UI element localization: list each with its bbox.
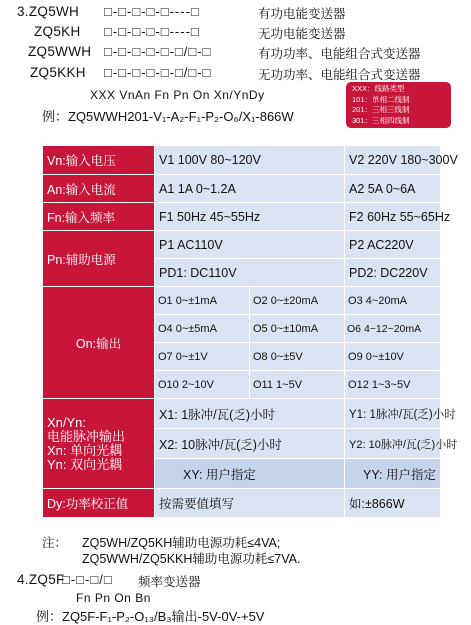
table-cell: V2 220V 180~300V [345,146,441,175]
table-cell: A2 5A 0~6A [345,175,441,203]
example-text: 例：ZQ5WWH201-V₁-A₂-F₁-P₂-O₆/X₁-866W [42,109,294,124]
legend-item: 201：三相三线制 [352,105,410,114]
model-name: ZQ5KKH [30,65,86,80]
table-cell: PD1: DC110V [155,259,345,287]
row-label: Dy:功率校正值 [43,489,155,518]
table-cell: O4 0~±5mA [155,315,250,343]
model-code: □-□-□-□-□-□/□-□ [104,44,212,59]
line-type-legend [346,82,451,128]
model-code: □-□-□-□-□----□ [104,24,200,39]
table-cell: A1 1A 0~1.2A [155,175,345,203]
model-desc: 有功功率、电能组合式变送器 [258,47,421,61]
legend-item: 301：三相四线制 [352,115,410,125]
table-row [43,489,441,518]
model-name: 3.ZQ5WH [17,4,80,19]
legend-item: 101：单相二线制 [352,94,410,104]
table-cell: O3 4~20mA [345,287,441,315]
table-row [43,175,441,203]
model-name: ZQ5WWH [28,44,92,59]
table-cell: O8 0~±5V [250,343,345,371]
table-row [43,146,441,175]
row-label: An:输入电流 [43,175,155,203]
table-cell: 如:±866W [345,489,441,518]
table-cell: YY: 用户指定 [345,459,441,489]
table-cell: X2: 10脉冲/瓦(乏)小时 [155,429,345,459]
model-desc: 有功电能变送器 [258,7,346,21]
row-label: Fn:输入频率 [43,203,155,231]
table-row [43,231,441,259]
table-cell: V1 100V 80~120V [155,146,345,175]
table-cell: 按需要值填写 [155,489,345,518]
table-cell: O11 1~5V [250,371,345,399]
note-line: ZQ5WH/ZQ5KH辅助电源功耗≤4VA; [82,536,281,550]
legend-item: XXX：线路类型 [352,84,405,93]
model-code: □-□-□-□-□-□/□-□ [104,65,212,80]
table-cell: Y1: 1脉冲/瓦(乏)小时 [345,399,441,429]
section4-desc: 频率变送器 [138,575,201,589]
row-label: On:输出 [43,287,155,399]
note-prefix: 注： [42,536,68,550]
table-cell: X1: 1脉冲/瓦(乏)小时 [155,399,345,429]
section4-code: □-□-□/□ [62,572,113,587]
section4-code-labels: Fn Pn On Bn [76,591,151,605]
table-row [43,287,441,315]
table-row [43,203,441,231]
table-row [43,399,441,429]
model-desc: 无功电能变送器 [258,27,346,41]
table-cell: Y2: 10脉冲/瓦(乏)小时 [345,429,441,459]
table-cell: O2 0~±20mA [250,287,345,315]
table-cell: O9 0~±10V [345,343,441,371]
table-cell: P2 AC220V [345,231,441,259]
table-cell: O12 1~3~5V [345,371,441,399]
table-cell: XY: 用户指定 [155,459,345,489]
model-name: ZQ5KH [34,24,81,39]
section4-example: 例：ZQ5F-F₁-P₂-O₁₃/B₃输出-5V-0V-+5V [36,609,265,624]
spec-table [42,145,458,518]
row-label: Vn:输入电压 [43,146,155,175]
table-cell: O5 0~±10mA [250,315,345,343]
note-line: ZQ5WWH/ZQ5KKH辅助电源功耗≤7VA. [82,552,301,566]
row-label: Pn:辅助电源 [43,231,155,287]
code-labels: XXX VnAn Fn Pn On Xn/YnDy [90,88,265,102]
table-cell: O6 4~12~20mA [345,315,441,343]
section4-title: 4.ZQ5F [17,572,65,587]
row-label: Xn/Yn: 电能脉冲输出 Xn: 单向光耦 Yn: 双向光耦 [43,399,155,489]
table-cell: P1 AC110V [155,231,345,259]
table-cell: F2 60Hz 55~65Hz [345,203,441,231]
table-cell: F1 50Hz 45~55Hz [155,203,345,231]
table-cell: PD2: DC220V [345,259,441,287]
table-cell: O1 0~±1mA [155,287,250,315]
table-cell: O7 0~±1V [155,343,250,371]
model-code: □-□-□-□-□----□ [104,4,200,19]
model-desc: 无功功率、电能组合式变送器 [258,68,421,82]
table-cell: O10 2~10V [155,371,250,399]
